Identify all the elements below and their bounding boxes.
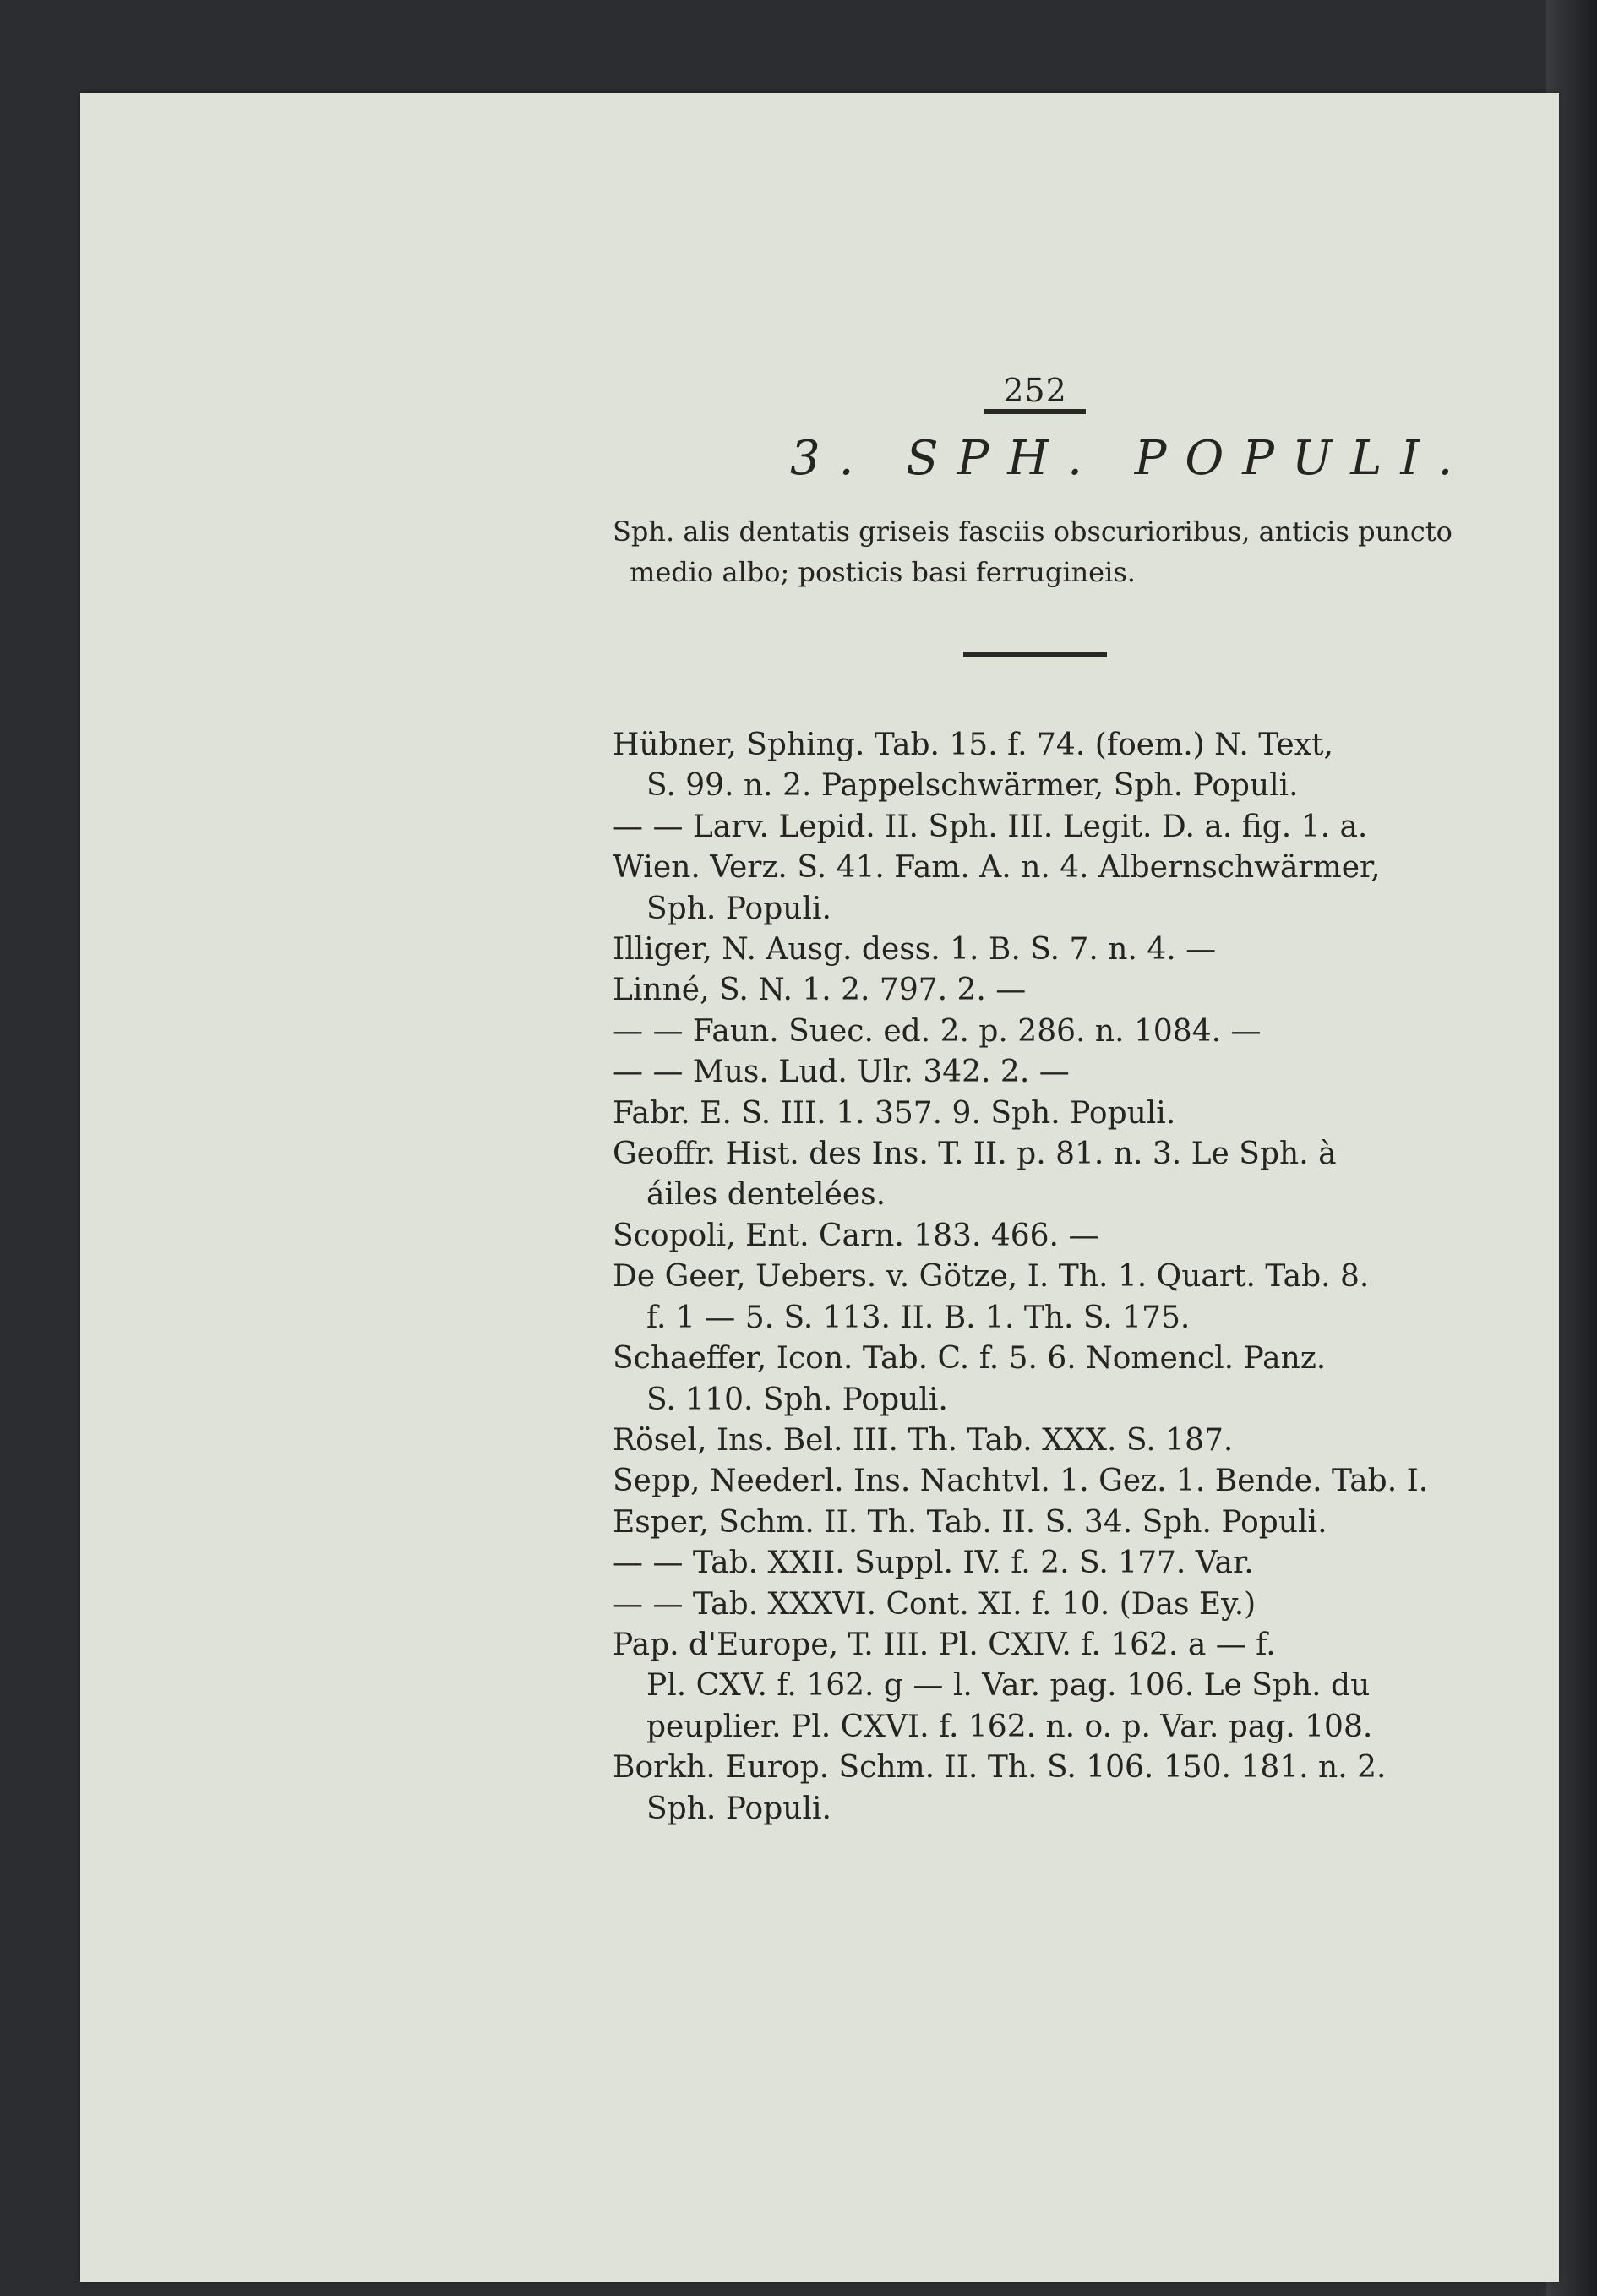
reference-line: Pl. CXV. f. 162. g — l. Var. pag. 106. Le Sph. du bbox=[646, 1668, 1371, 1704]
reference-line: Esper, Schm. II. Th. Tab. II. S. 34. Sph. Populi. bbox=[613, 1504, 1327, 1540]
description-line: medio albo; posticis basi ferrugineis. bbox=[630, 556, 1136, 588]
reference-line: — — Tab. XXII. Suppl. IV. f. 2. S. 177. Var. bbox=[613, 1546, 1254, 1581]
reference-line: Borkh. Europ. Schm. II. Th. S. 106. 150. 181. n. 2. bbox=[613, 1750, 1387, 1786]
reference-line: Sepp, Neederl. Ins. Nachtvl. 1. Gez. 1. Bende. Tab. I. bbox=[613, 1464, 1429, 1499]
reference-line: Rösel, Ins. Bel. III. Th. Tab. XXX. S. 187. bbox=[613, 1422, 1234, 1458]
reference-line: f. 1 — 5. S. 113. II. B. 1. Th. S. 175. bbox=[646, 1300, 1191, 1335]
reference-line: Geoffr. Hist. des Ins. T. II. p. 81. n. 3. Le Sph. à bbox=[613, 1137, 1337, 1172]
reference-line: S. 99. n. 2. Pappelschwärmer, Sph. Populi. bbox=[646, 768, 1299, 804]
reference-line: S. 110. Sph. Populi. bbox=[646, 1382, 948, 1417]
reference-line: Illiger, N. Ausg. dess. 1. B. S. 7. n. 4. — bbox=[613, 932, 1217, 968]
reference-line: Sph. Populi. bbox=[646, 1791, 831, 1826]
book-page bbox=[80, 93, 1559, 2282]
reference-line: peuplier. Pl. CXVI. f. 162. n. o. p. Var. pag. 108. bbox=[646, 1709, 1373, 1744]
page-number-rule bbox=[984, 409, 1086, 414]
reference-line: Hübner, Sphing. Tab. 15. f. 74. (foem.) N. Text, bbox=[613, 728, 1333, 762]
reference-line: De Geer, Uebers. v. Götze, I. Th. 1. Quart. Tab. 8. bbox=[613, 1259, 1370, 1295]
reference-list bbox=[613, 725, 1474, 1830]
reference-line: — — Mus. Lud. Ulr. 342. 2. — bbox=[613, 1055, 1070, 1090]
species-description bbox=[613, 511, 1474, 592]
section-separator bbox=[963, 652, 1107, 657]
page-number: 252 bbox=[1003, 372, 1067, 409]
reference-line: Schaeffer, Icon. Tab. C. f. 5. 6. Nomencl. Panz. bbox=[613, 1341, 1327, 1377]
reference-line: — — Tab. XXXVI. Cont. XI. f. 10. (Das Ey.) bbox=[613, 1586, 1256, 1622]
reference-line: Fabr. E. S. III. 1. 357. 9. Sph. Populi. bbox=[613, 1095, 1176, 1131]
reference-line: áiles dentelées. bbox=[646, 1177, 886, 1213]
reference-line: Linné, S. N. 1. 2. 797. 2. — bbox=[613, 973, 1027, 1008]
reference-line: Sph. Populi. bbox=[646, 891, 831, 926]
reference-line: — — Faun. Suec. ed. 2. p. 286. n. 1084. — bbox=[613, 1013, 1262, 1049]
reference-line: Pap. d'Europe, T. III. Pl. CXIV. f. 162. a — f. bbox=[613, 1627, 1276, 1662]
reference-line: — — Larv. Lepid. II. Sph. III. Legit. D. a. fig. 1. a. bbox=[613, 809, 1368, 844]
reference-line: Scopoli, Ent. Carn. 183. 466. — bbox=[613, 1218, 1099, 1253]
page-content bbox=[613, 372, 1474, 1830]
species-heading: 3. SPH. POPULI. bbox=[790, 431, 1472, 486]
description-line: Sph. alis dentatis griseis fasciis obscurioribus, anticis puncto bbox=[613, 515, 1453, 548]
reference-line: Wien. Verz. S. 41. Fam. A. n. 4. Albernschwärmer, bbox=[613, 850, 1381, 886]
